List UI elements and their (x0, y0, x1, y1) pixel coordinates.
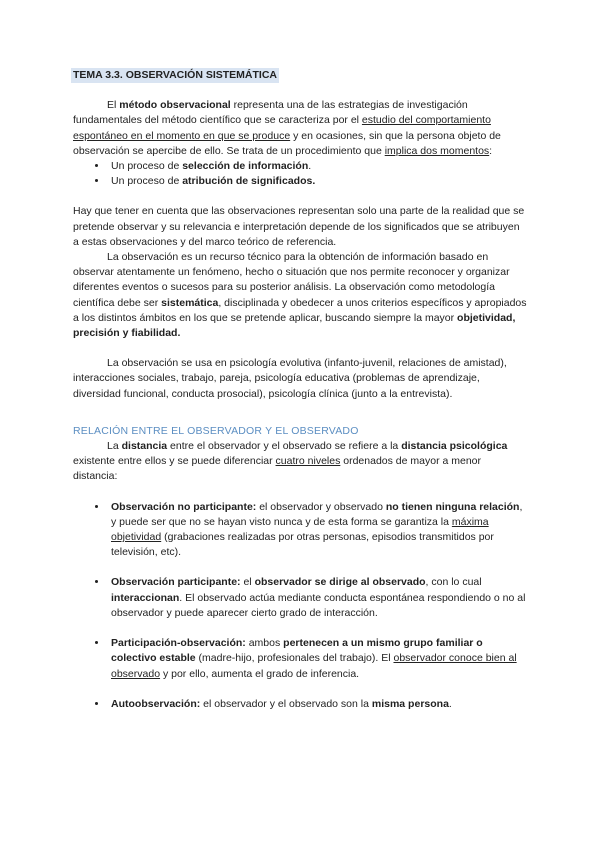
bold-text: Autoobservación: (111, 697, 201, 710)
text: el observador y observado (256, 500, 386, 513)
list-item-participacion (108, 636, 528, 682)
title-highlight: TEMA 3.3. OBSERVACIÓN SISTEMÁTICA (71, 68, 279, 83)
text: La observación es un recurso técnico para la obtención de información basado en observar atentamente un fenómeno, hecho o situación que nos permite reconocer y organizar diferentes eventos o sucesos para su posterior análisis. La observación como metodología científica debe ser (73, 251, 510, 309)
bold-text: no tienen ninguna relación (385, 500, 520, 513)
text: y por ello, aumenta el grado de inferencia. (160, 667, 360, 680)
list-item (108, 174, 528, 189)
text: y en ocasiones, sin que la persona objeto de observación se apercibe de ello. Se trata de un procedimiento que (73, 129, 501, 157)
underlined-text: cuatro niveles (275, 455, 341, 468)
text: El (107, 99, 120, 112)
section-heading: RELACIÓN ENTRE EL OBSERVADOR Y EL OBSERVADO (73, 424, 359, 437)
underlined-text: implica dos momentos (384, 144, 490, 157)
text: Un proceso de (111, 175, 183, 188)
bold-text: observador se dirige al observado (254, 576, 426, 589)
text: el observador y el observado son la (200, 697, 372, 710)
paragraph-distance (73, 439, 528, 485)
bold-text: Observación no participante: (111, 500, 257, 513)
list-item-participante (108, 575, 528, 621)
list-item-autoobservacion (108, 697, 528, 712)
bold-text: método observacional (119, 99, 231, 112)
text: , y puede ser que no se hayan visto nunca y de esta forma se garantiza la (111, 500, 523, 528)
bold-text: sistemática (161, 296, 219, 309)
document-page (73, 68, 528, 727)
text: : (489, 144, 493, 157)
paragraph-method (73, 98, 528, 159)
text: . (308, 160, 312, 173)
text: ambos (245, 637, 284, 650)
bold-text: objetividad, precisión y fiabilidad. (73, 311, 516, 340)
paragraph-uses: La observación se usa en psicología evolutiva (infanto-juvenil, relaciones de amistad), interacciones sociales, trabajo, pareja, psicología educativa (problemas de aprendizaje, diversidad funcional, conducta prosocial), psicología clínica (junto a la entrevista). (73, 357, 507, 400)
text: existente entre ellos y se puede diferenciar (73, 455, 276, 468)
text: representa una de las estrategias de investigación fundamentales del método científico que se caracteriza por el (73, 99, 468, 127)
spacer (73, 402, 528, 424)
paragraph-observation (73, 250, 528, 341)
text: Un proceso de (111, 160, 183, 173)
bold-text: Observación participante: (111, 576, 241, 589)
text: el (240, 576, 255, 589)
text: La (107, 440, 122, 453)
bold-text: misma persona (371, 697, 449, 710)
underlined-text: máxima objetividad (111, 515, 489, 544)
text: (grabaciones realizadas por otras personas, episodios transmitidos por televisión, etc). (111, 531, 494, 559)
text: , con lo cual (425, 576, 482, 589)
paragraph-reality: Hay que tener en cuenta que las observaciones representan solo una parte de la realidad que se pretende observar y su relevancia e interpretación depende de los significados que se atribuyen a estas observaciones y del marco teórico de referencia. (73, 205, 525, 248)
list-item (108, 159, 528, 174)
levels-list (73, 500, 528, 712)
spacer (73, 341, 528, 356)
text: . El observado actúa mediante conducta espontánea respondiendo o no al observador y puede aparecer cierto grado de interacción. (111, 591, 526, 619)
text: entre el observador y el observado se refiere a la (167, 440, 402, 453)
bold-text: pertenecen a un mismo grupo familiar o colectivo estable (111, 637, 483, 665)
moments-list (73, 159, 528, 189)
underlined-text: observador conoce bien al observado (111, 652, 517, 680)
text: . (448, 697, 452, 710)
bold-text: distancia psicológica (401, 440, 508, 453)
bold-text: atribución de significados. (182, 175, 316, 188)
spacer (73, 485, 528, 500)
document-title (73, 68, 528, 83)
text: (madre-hijo, profesionales del trabajo). El (195, 652, 394, 665)
underlined-text: estudio del comportamiento espontáneo en el momento en que se produce (73, 114, 491, 142)
bold-text: selección de información (182, 160, 309, 173)
bold-text: distancia (121, 440, 168, 453)
list-item-no-participante (108, 500, 528, 561)
text: , disciplinada y obedecer a unos criterios específicos y apropiados a los distintos ámbitos en los que se pretende aplicar, buscando siempre la mayor (73, 296, 527, 324)
spacer (73, 83, 528, 98)
text: ordenados de mayor a menor distancia: (73, 455, 482, 483)
bold-text: Participación-observación: (111, 637, 246, 650)
spacer (73, 189, 528, 204)
bold-text: interaccionan (111, 591, 180, 604)
